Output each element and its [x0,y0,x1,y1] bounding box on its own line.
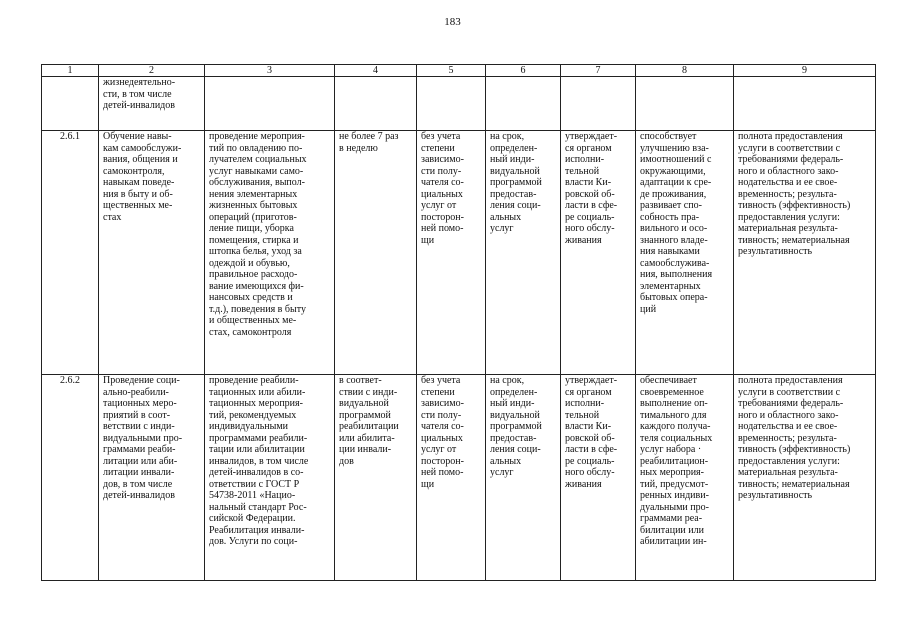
service-description-cell: проведение реабили- тационных или абили- тационных мероприя- тий, рекомендуемых индивидуальными программами реабили- тации или абилитации инвалидов, в том числе детей-инвалидов в со- ответствии с ГОСТ Р 54738-2011 «Нацио- нальный стандарт Рос- сийской Федерации. Реабилитация инвали- дов. Услуги по соци- [205,375,335,581]
column-header: 7 [561,65,636,77]
column-header: 4 [335,65,417,77]
service-name-cell: Проведение соци- ально-реабили- тационных меро- приятий в соот- ветствии с инди- видуальными про- граммами реаби- литации или аби- литации инвали- дов, в том числе детей-инвалидов [99,375,205,581]
frequency-cell [335,77,417,131]
column-header: 8 [636,65,734,77]
frequency-cell: не более 7 раз в неделю [335,131,417,375]
service-description-cell: проведение мероприя- тий по овладению по- лучателем социальных услуг навыками само- обслуживания, выпол- нения элементарных жизненных бытовых операций (приготов- ление пищи, уборка помещения, стирка и штопка белья, уход за одеждой и обувью, правильное расходо- вание имеющихся фи- нансовых средств и т.д.), поведения в быту и общественных ме- стах, самоконтроля [205,131,335,375]
quality-criteria-cell: полнота предоставления услуги в соответствии с требованиями федераль- ного и областного зако- нодательства и ее свое- временность; результа- тивность (эффективность) предоставления услуги: материальная результа- тивность; нематериальная результативность [734,131,876,375]
column-header: 5 [417,65,486,77]
column-header: 3 [205,65,335,77]
purpose-cell [636,77,734,131]
row-number-cell: 2.6.1 [42,131,99,375]
frequency-cell: в соответ- ствии с инди- видуальной программой реабилитации или абилита- ции инвали- дов [335,375,417,581]
term-cell: на срок, определен- ный инди- видуальной программой предостав- ления соци- альных услуг [486,131,561,375]
approval-cell: утверждает- ся органом исполни- тельной власти Ки- ровской об- ласти в сфе- ре социаль- ного обслу- живания [561,375,636,581]
term-cell: на срок, определен- ный инди- видуальной программой предостав- ления соци- альных услуг [486,375,561,581]
row-number-cell: 2.6.2 [42,375,99,581]
column-header: 6 [486,65,561,77]
purpose-cell: обеспечивает своевременное выполнение оп- тимального для каждого получа- теля социальных услуг набора · реабилитацион- ных мероприя- тий, предусмот- ренных индиви- дуальными про- граммами реа- билитации или абилитации ин- [636,375,734,581]
purpose-cell: способствует улучшению вза- имоотношений с окружающими, адаптации к сре- де проживания, развивает спо- собность пра- вильного и осо- знанного владе- ния навыками самообслужива- ния, выполнения элементарных бытовых опера- ций [636,131,734,375]
approval-cell: утверждает- ся органом исполни- тельной власти Ки- ровской об- ласти в сфе- ре социаль- ного обслу- живания [561,131,636,375]
column-header: 2 [99,65,205,77]
quality-criteria-cell [734,77,876,131]
column-header: 9 [734,65,876,77]
service-name-cell: Обучение навы- кам самообслужи- вания, общения и самоконтроля, навыкам поведе- ния в быту и об- щественных ме- стах [99,131,205,375]
service-description-cell [205,77,335,131]
column-header: 1 [42,65,99,77]
table-row [42,77,876,131]
quality-criteria-cell: полнота предоставления услуги в соответствии с требованиями федераль- ного и областного зако- нодательства и ее свое- временность; результа- тивность (эффективность) предоставления услуги: материальная результа- тивность; нематериальная результативность [734,375,876,581]
page-number: 183 [444,16,461,28]
dependency-cell [417,77,486,131]
term-cell [486,77,561,131]
approval-cell [561,77,636,131]
service-name-cell: жизнедеятельно- сти, в том числе детей-инвалидов [99,77,205,131]
dependency-cell: без учета степени зависимо- сти полу- чателя со- циальных услуг от посторон- ней помо- щи [417,375,486,581]
services-table [41,64,876,581]
table-header-row [42,65,876,77]
table-row [42,131,876,375]
dependency-cell: без учета степени зависимо- сти полу- чателя со- циальных услуг от посторон- ней помо- щи [417,131,486,375]
row-number-cell [42,77,99,131]
table-row [42,375,876,581]
